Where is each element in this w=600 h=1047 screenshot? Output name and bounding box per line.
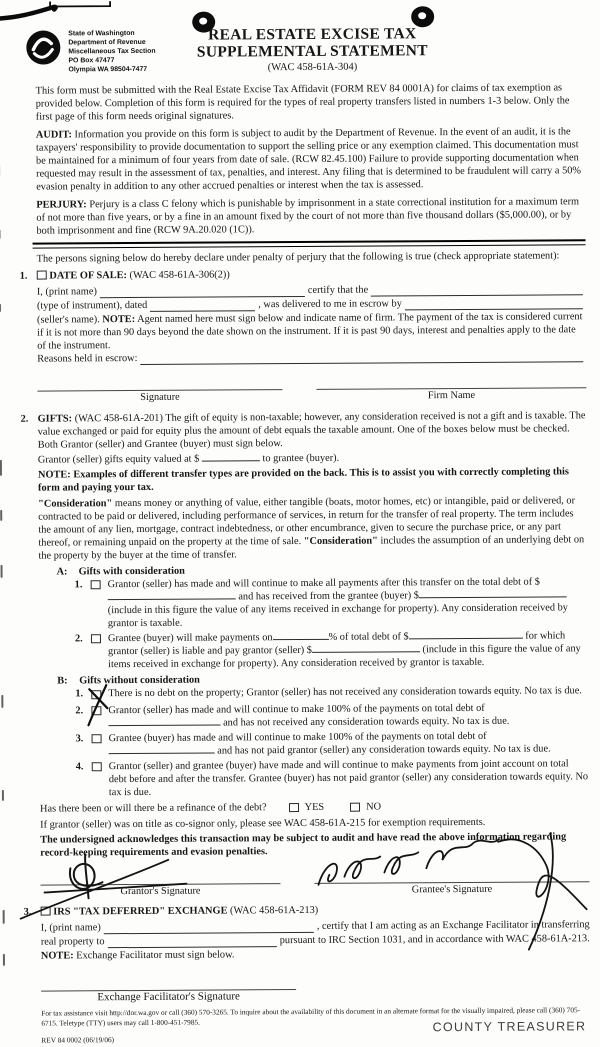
note-label: NOTE: (102, 314, 135, 325)
refinance-question: Has there been or will there be a refinance of the debt? (40, 801, 267, 815)
facilitator-signature-label: Exchange Facilitator's Signature (41, 990, 296, 1005)
consideration-text-2: includes the assumption of an underlying debt on the property by the buyer at the time of transfer. (38, 534, 584, 561)
section-1-date-of-sale (20, 266, 587, 406)
escrow-reason-field[interactable] (140, 351, 583, 365)
irc-section-label: pursuant to IRC Section 1031, and in accordance with WAC 458-61A-213. (280, 932, 590, 947)
item-b3-number: 3. (76, 732, 92, 758)
punch-hole-icon (411, 6, 434, 27)
note-text: Agent named here must sign below and indicate name of firm. The payment of the tax is considered current if it is not more than 90 days beyond the date shown on the instrument. If it is past 90 days, interest and penalties apply to the date of the instrument. (37, 311, 582, 351)
item-b1-text: There is no debt on the property; Grantor (seller) has not received any consideration towards equity. No tax is due. (108, 684, 588, 702)
section-2-gifts (21, 409, 590, 901)
subsection-b-title: Gifts without consideration (79, 675, 200, 687)
perjury-label: PERJURY: (36, 199, 86, 210)
section-3-wac: (WAC 458-61A-213) (227, 905, 318, 917)
section-1-signature-row (37, 375, 586, 404)
acknowledgment-statement (40, 830, 589, 859)
section-3-heading (41, 902, 590, 918)
no-label: NO (366, 801, 381, 814)
item-b2-number: 2. (75, 704, 91, 730)
section-1-wac: (WAC 458-61A-306(2)) (127, 269, 230, 281)
item-a2-text-3: for which grantor (seller) is liable and pay grantor (seller) $ (108, 630, 565, 657)
perjury-text: Perjury is a class C felony which is punishable by imprisonment in a state correctional institution for a maximum term of not more than five years, or by a fine in an amount fixed by the court of not more than five thousand dollars ($5,000.00), or by both imprisonment and fine (RCW 9A.20.020 (1C)). (36, 196, 579, 236)
sellers-name-label: (seller's name). (37, 314, 102, 325)
audit-paragraph (36, 125, 585, 193)
section-3-number: 3. (24, 906, 42, 1005)
escrow-reason-line (37, 349, 586, 365)
agency-address-block (68, 29, 155, 75)
facilitator-print-name-label: I, (print name) (41, 921, 101, 934)
cosignor-note: If grantor (seller) was on title as co-signor only, please see WAC 458-61A-215 for exemption requirements. (40, 815, 589, 831)
agency-line: Olympia WA 98504-7477 (68, 65, 155, 75)
item-b4-text: Grantor (seller) and grantee (buyer) have made and will continue to make payments from joint account on total debt before and after the transfer. Grantee (buyer) has not paid grantor (seller) any consideration towards equity. No tax is due. (109, 757, 589, 799)
facilitator-note-text: Exchange Facilitator must sign below. (74, 949, 235, 961)
item-b2 (75, 701, 588, 730)
refinance-no-checkbox[interactable] (350, 803, 360, 812)
grantor-signature-label: Grantor's Signature (40, 884, 280, 898)
dor-logo-icon (24, 28, 62, 66)
print-name-label: I, (print name) (37, 285, 97, 298)
gift-equity-line (38, 450, 587, 466)
agency-line: Department of Revenue (68, 38, 155, 48)
subsection-a-title: Gifts with consideration (79, 566, 185, 578)
agency-line: PO Box 47477 (68, 56, 155, 66)
to-grantee-label: to grantee (buyer). (262, 453, 339, 464)
gifts-paragraph (38, 409, 587, 451)
form-revision-number: REV 84 0002 (06/19/06) (41, 1030, 590, 1046)
facilitator-signature-block (41, 977, 296, 1005)
scan-artifact (3, 910, 5, 924)
acknowledgment-text: The undersigned acknowledges this transaction may be subject to audit and have read the above information regarding record-keeping requirements and evasion penalties. (40, 831, 566, 858)
gift-equity-amount-field[interactable] (202, 452, 260, 461)
refinance-question-row (40, 799, 589, 815)
item-b3-checkbox[interactable] (92, 734, 102, 743)
real-property-field[interactable] (108, 936, 277, 948)
item-a2-text (108, 629, 588, 671)
gift-equity-label: Grantor (seller) gifts equity valued at $ (38, 454, 200, 466)
item-a2 (75, 629, 588, 671)
tax-assistance-text: For tax assistance visit http://dor.wa.gov or call (360) 570-3265. To inquire about the availability of this document in an alternate format for the visually impaired, please call (360) 705-6715. Teletype (TTY) users may call 1-800-451-7985. (41, 1005, 590, 1028)
scan-artifact (0, 460, 2, 476)
dated-field[interactable] (150, 300, 255, 312)
scan-artifact (0, 304, 1, 312)
section-3-exchange (24, 902, 591, 1004)
perjury-paragraph (36, 195, 585, 237)
facilitator-name-field[interactable] (104, 922, 314, 934)
date-of-sale-checkbox[interactable] (37, 271, 47, 280)
gifts-title: GIFTS: (38, 413, 73, 424)
form-footer (41, 1005, 590, 1046)
audit-label: AUDIT: (36, 129, 72, 140)
firm-name-label: Firm Name (316, 388, 586, 403)
examples-note-text: NOTE: Examples of different transfer types are provided on the back. This is to assist you with correctly completing this form and paying your tax. (38, 466, 569, 493)
item-b3-text-1: Grantee (buyer) has made and will continue to make 100% of the payments on total debt of (109, 731, 487, 744)
item-b3-text-2: and has not paid grantor (seller) any consideration towards equity. No tax is due. (217, 743, 550, 756)
grantee-signature-label: Grantee's Signature (314, 882, 589, 897)
signature-column (37, 377, 282, 404)
certify-label: certify that the (308, 284, 368, 297)
subsection-a-label: A: (57, 565, 79, 578)
a2-percent-field[interactable] (273, 631, 329, 640)
subsection-b-label: B: (57, 674, 79, 687)
item-b3 (76, 729, 589, 758)
scan-artifact (1, 565, 3, 578)
item-a2-number: 2. (75, 632, 91, 671)
seller-note-paragraph (37, 310, 586, 352)
item-b2-text-2: and has not received any consideration towards equity. No tax is due. (223, 716, 509, 729)
firm-name-column (316, 375, 586, 403)
form-wac-number: (WAC 458-61A-304) (147, 61, 477, 74)
intro-paragraph: This form must be submitted with the Real Estate Excise Tax Affidavit (FORM REV 84 0001A) for claims of tax exemption as provided below. Completion of this form is required for the types of real property transfers listed in numbers 1-3 below. Only the first page of this form needs original signatures. (36, 81, 585, 123)
item-a1-checkbox[interactable] (91, 580, 101, 589)
scan-artifact (2, 790, 4, 801)
audit-text: Information you provide on this form is subject to audit by the Department of Revenue. In the event of an audit, it is the taxpayers' responsibility to provide documentation to support the selling price or any exemption claimed. This documentation must be maintained for a minimum of four years from date of sale. (RCW 82.45.100) Failure to provide supporting documentation when requested may result in the assessment of tax, penalties, and interest. Any filing that is determined to be fraudulent will carry a 50% evasion penalty in addition to any other accrued penalties or interest when the tax is assessed. (36, 126, 581, 192)
scan-artifact (3, 954, 5, 966)
item-b3-text (109, 729, 589, 758)
item-b4-number: 4. (76, 760, 92, 799)
a1-total-debt-field[interactable] (108, 590, 236, 600)
facilitator-note (41, 946, 590, 962)
item-b4 (76, 757, 589, 799)
item-a2-text-4: (include in this figure the value of any items received in exchange for property). Any consideration received by grantor is taxable. (108, 643, 581, 670)
a2-pay-grantor-field[interactable] (312, 643, 420, 653)
b2-total-debt-field[interactable] (108, 716, 220, 726)
item-a1-text-2: and has received from the grantee (buyer) $ (236, 590, 419, 602)
section-divider-rule (33, 239, 586, 248)
grantee-signature-column (314, 869, 589, 897)
section-1-heading (37, 266, 586, 282)
section-3-title: IRS "TAX DEFERRED" EXCHANGE (53, 905, 227, 917)
note-label: NOTE: (41, 950, 74, 961)
county-treasurer-stamp: COUNTY TREASURER (433, 1020, 587, 1034)
item-b1-checkbox-wrap (91, 689, 101, 702)
examples-note (38, 465, 587, 494)
consideration-term: "Consideration" (38, 498, 112, 509)
section-2-number: 2. (21, 413, 41, 902)
facilitator-certify-label: , certify that I am acting as an Exchange Facilitator in transferring (317, 918, 590, 933)
escrow-by-label: , was delivered to me in escrow by (258, 297, 402, 311)
item-a1-number: 1. (75, 578, 91, 630)
exchange-checkbox[interactable] (41, 907, 51, 916)
agency-line: State of Washington (68, 29, 155, 39)
item-b2-text-1: Grantor (seller) has made and will continue to make 100% of the payments on total debt of (108, 703, 484, 716)
item-b2-text (108, 701, 588, 730)
item-a1-text-3: (include in this figure the value of any items received in exchange for property). Any consideration received by grantor is taxable. (108, 602, 568, 629)
section-1-title: DATE OF SALE: (49, 270, 127, 281)
instrument-dated-label: (type of instrument), dated (37, 299, 147, 313)
signature-label: Signature (37, 390, 282, 404)
item-a2-checkbox[interactable] (91, 634, 101, 643)
a1-received-field[interactable] (419, 588, 567, 598)
item-a1 (75, 575, 588, 630)
real-property-label: real property to (41, 935, 105, 948)
form-title-block (147, 25, 477, 74)
escrow-reason-label: Reasons held in escrow: (37, 352, 137, 366)
instrument-name-field[interactable] (371, 284, 583, 296)
b3-total-debt-field[interactable] (109, 745, 215, 755)
yes-label: YES (305, 801, 325, 814)
item-b1 (75, 684, 588, 702)
item-b1-checkbox[interactable] (91, 690, 101, 699)
item-a2-text-1: Grantee (buyer) will make payments on (108, 632, 273, 644)
scan-artifact (0, 230, 1, 239)
print-name-field[interactable] (100, 286, 305, 298)
agency-line: Miscellaneous Tax Section (68, 47, 155, 57)
consideration-paragraph (38, 494, 587, 562)
scan-artifact (0, 510, 2, 521)
item-b1-number: 1. (75, 687, 91, 702)
form-title-line1: REAL ESTATE EXCISE TAX (147, 25, 477, 44)
refinance-yes-checkbox[interactable] (289, 803, 299, 812)
gifts-text: (WAC 458-61A-201) The gift of equity is non-taxable; however, any consideration received is not a gift and is taxable. The value exchanged or paid for equity plus the amount of debt equals the taxable amount. One of the boxes below must be checked. Both Grantor (seller) and Grantee (buyer) must sign below. (38, 410, 586, 450)
escrow-by-field[interactable] (405, 298, 583, 310)
consideration-text-1: means money or anything of value, either tangible (boats, motor homes, etc) or intangible, paid or delivered, or contracted to be paid or delivered, including performance of services, in return for the transfer of real property. The term includes the amount of any lien, mortgage, contract indebtedness, or other encumbrance, given to secure the purchase price, or any part thereof, or remaining unpaid on the property at the time of sale. (38, 495, 575, 548)
scan-artifact (1, 695, 3, 708)
item-a1-text (108, 575, 588, 630)
declaration-statement: The persons signing below do hereby declare under penalty of perjury that the following is true (check appropriate statement): (37, 249, 586, 265)
section-2-signature-row (40, 869, 589, 898)
grantor-signature-column (40, 871, 280, 898)
item-a2-text-2: % of total debt of $ (329, 631, 409, 642)
item-b2-checkbox[interactable] (91, 706, 101, 715)
form-title-line2: SUPPLEMENTAL STATEMENT (147, 42, 477, 61)
section-1-number: 1. (20, 270, 38, 407)
consideration-term: "Consideration" (304, 536, 378, 547)
item-a1-text-1: Grantor (seller) has made and will continue to make all payments after this transfer on the total debt of $ (108, 577, 540, 591)
item-b4-checkbox[interactable] (92, 762, 102, 771)
a2-total-debt-field[interactable] (409, 630, 523, 640)
